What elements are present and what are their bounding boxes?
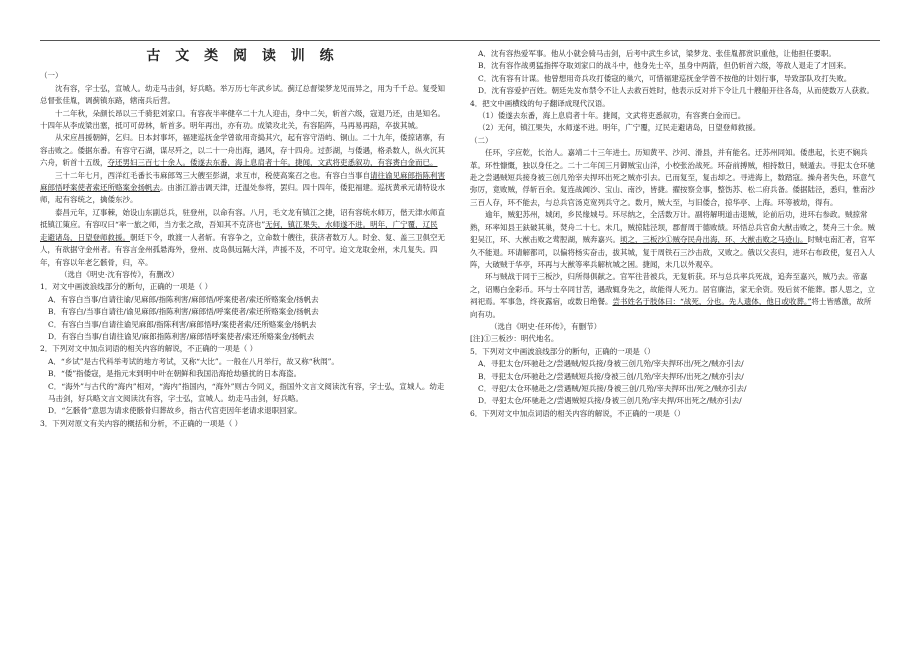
passage-1-para-3 — [40, 132, 445, 169]
underlined-sentence-1: 夺还男妇三百七十余人。倭遂去东番，海上息肩者十年。捷闻，文武将吏悉叙功，有容赉白金而已。 — [107, 158, 438, 168]
passage-1-source: （选自《明史·沈有容传》，有删改） — [60, 269, 179, 279]
passage-2-para-2 — [470, 209, 875, 271]
para-5-text-b: 朝廷下令，敢渡一人者斩。有容争之，立命数十艘往，获济者数万人。时金、复、盖三卫俱空无人，有欲据守金州者。有容言金州孤悬海外，登州、皮岛俱远隔大洋，声援不及，不可守。迨文龙取金州，未几复失。四年，有容以年老乞骸骨，归，卒。 — [40, 232, 445, 267]
passage-1-para-5 — [40, 207, 445, 269]
q1-option-d: D．有容白当事/自请往谕见/麻郎指陈利害/麻郎悟呼案使者/索还所赂案金/扬帆去 — [48, 331, 315, 341]
left-column — [40, 48, 445, 643]
top-rule — [40, 40, 880, 41]
q5-option-d: D．寻犯太仓/环驰赴之/尝遇贼短兵接/身被三创几殆/宰夫捍/环出死之/贼亦引去/ — [478, 396, 742, 406]
q1-option-b: B．有容白/当事自请往/谕见麻郎/指陈利害/麻郎悟/呼案使者/索还所赂案金/扬帆去 — [48, 307, 319, 317]
q5-option-b: B．寻犯太仓/环驰赴之/尝遇贼短兵接/身被三创/几殆/宰夫捍环/出死之/贼亦引去/ — [478, 371, 744, 381]
q5-option-a: A．寻犯太仓/环驰赴之/尝遇贼/短兵接/身被三创几殆/宰夫捍环出/死之/贼亦引去/ — [478, 359, 744, 369]
para-5-text-a: 泰昌元年，辽事棘，始设山东副总兵，驻登州，以命有容。八月，毛文龙有镇江之捷，诏有容统水师万，偕天津水师直抵镇江策应。有容叹曰“率一旅之师，当方张之敌，吾知其不克济也” — [40, 207, 445, 230]
footnote: [注]①三板沙：明代地名。 — [470, 334, 559, 344]
q2-option-d: D．“乞骸骨”意思为请求使骸骨归葬故乡，指古代官吏因年老请求退职回家。 — [48, 406, 302, 416]
question-4: 4．把文中画横线的句子翻译成现代汉语。 — [470, 98, 610, 108]
q4-item-1: （1）倭遂去东番，海上息肩者十年。捷闻，文武将吏悉叙功，有容赉白金而已。 — [478, 111, 746, 121]
q3-option-d: D．沈有容爱护百姓。朝廷先发布禁令不让人去救百姓时，他表示反对并下令让几十艘船开往各岛，从而使数万人获救。 — [478, 86, 875, 96]
question-5: 5．下列对文中画波浪线部分的断句，正确的一项是（） — [470, 346, 655, 356]
para-3-text: 从宋应昌援朝鲜，乞归。日本封事坏，福建巡抚金学曾欲用奇捣其穴，起有容守浯屿、铜山。二十九年，倭掠诸寨，有容击败之。倭据东番。有容守石湖，谋尽歼之，以二十一舟出海，遇风，存十四舟。过彭湖，与倭遇，格杀数人，纵火沉其六舟，斩首十五级， — [40, 133, 445, 168]
r-para-2-text-a: 逾年，贼犯苏州，城闭，乡民缘城号。环尽纳之，全活数万计。副将解明道击退贼，论前后功，进环右参政。贼掠常熟，环率知县王鈇破其巢，焚舟二十七。未几，贼掠陆泾坝，郡督周于德败绩。环悟总兵官俞大猷击败之，焚舟三十余。贼犯吴江，环、大猷击败之莺脰湖，贼奔嘉兴。 — [470, 210, 875, 245]
para-4-text-a: 三十二年七月，西洋红毛番长韦麻郎驾三大艘至彭湖，求互市，税使高案召之也。有容白当事自 — [55, 170, 370, 180]
underlined-sentence-2: 无何，镇江果失，水师遂不进。明年，广宁覆，辽民走避诸岛，日望登师救援。 — [40, 220, 438, 242]
r-para-2-text-b: 时贼屯南汇者，官军久不能退。环请解都司，以偏将杨实奋击，拔其城，复于周铁石三沙击敌，又败之。俄以父丧归，进环右布政使，复召入人阵，大破贼于华亭，环再与大猷等率兵解杭城之困。捷闻，未几以外观卒。 — [470, 235, 875, 269]
section-1-label: （一） — [40, 71, 63, 81]
para-4-text-b: 。由浙江游击调天津，迁温处参将，罢归。四十四年，倭犯福建。巡抚黄承元请特设水师，起有容统之，擒倭东沙。 — [40, 183, 445, 205]
passage-2-para-3 — [470, 271, 875, 321]
q5-option-c: C．寻犯/太仓环驰赴之/尝遇贼/短兵接/身被三创/几殆/宰夫捍环出/死之/贼亦引去/ — [478, 383, 747, 393]
section-2-label: （二） — [470, 135, 493, 145]
question-1: 1．对文中画波浪线部分的断句，正确的一项是（ ） — [40, 282, 213, 292]
page-title: 古 文 类 阅 读 训 练 — [146, 48, 339, 64]
wavy-line-sentence: 请往谕见麻郎指陈利害麻郎悟呼案使者索还所赂案金扬帆去 — [40, 170, 445, 193]
q2-option-c: C．“海外”与古代的“海内”相对，“海内”指国内，“海外”则古今同义，指国外文言文阅读沈有容，字士弘，宣城人。幼走马击剑，好兵略文言文阅读沈有容，字士弘，宣城人。幼走马击剑，好兵略。 — [48, 381, 445, 403]
r-para-3-text-a: 环与贼战于同于三板沙，归所得俱献之。官军往昔被兵，无复斩获。环与总兵率兵死战，追奔至嘉兴，贼乃去。帝嘉之，诏赐白金彩币。环与士卒同甘苦，遇敌辄身先之，故能得人死力。居官廉洁，家无余资。殁后贫不能葬。郡人思之，立祠祀焉。军事急，终夜露宿，或数日绝餐。 — [470, 272, 875, 307]
q3-option-c: C．沈有容有计谋。他曾想用奇兵攻打倭寇的巢穴，可惜福建巡抚金学曾不按他的计划行事，导致部队攻打失败。 — [478, 73, 852, 83]
question-6: 6．下列对文中加点词语的相关内容的解说，不正确的一项是（） — [470, 408, 685, 418]
passage-1-para-2: 十二年秋，朵颜长昂以三千骑犯刘家口。有容夜半率健卒二十九人迎击，身中二矢，斩首六级，寇退乃还，由是知名。十四年从李成梁出塞，抵可可毋林，斩首多。明年再出，亦有功。成梁攻北关，有容陷阵，马再易再踣，卒拔其城。 — [40, 108, 445, 131]
q3-option-b: B．沈有容作战勇猛指挥夺取刘家口的战斗中，他身先士卒，虽身中两箭，但仍斩首六级，等敌人退走了才回来。 — [478, 61, 852, 71]
question-3: 3．下列对原文有关内容的概括和分析，不正确的一项是（ ） — [40, 418, 243, 428]
q2-option-b: B．“倭”指倭寇，是指元末到明中叶在朝鲜和我国沿海抢劫骚扰的日本海盗。 — [48, 369, 302, 379]
q4-item-2: （2）无何，镇江果失，水师遂不进。明年，广宁覆，辽民走避诸岛，日望登师救援。 — [478, 123, 761, 133]
q2-option-a: A．“乡试”是古代科举考试的地方考试，又称“大比”。一般在八月举行，故又称“秋闱”。 — [48, 356, 339, 366]
r-para-3-text-b: 将士皆感激，故所向有功。 — [470, 297, 872, 319]
passage-1-para-4 — [40, 170, 445, 207]
q1-option-a: A．有容白当事/自请往谕/见麻郎/指陈利害/麻郎悟/呼案使者/索还所赂案金/扬帆去 — [48, 294, 319, 304]
q3-option-a: A．沈有容热爱军事。他从小就会骑马击剑，后考中武生乡试，梁梦龙、张佳胤都赏识重他，让他担任要职。 — [478, 49, 836, 58]
q1-option-c: C．有容白当事/自请往谕见麻郎/指陈利害/麻郎悟呼/案使者索/还所赂案金/扬帆去 — [48, 319, 317, 329]
question-2: 2．下列对文中加点词语的相关内容的解说，不正确的一项是（ ） — [40, 344, 258, 354]
underlined-sentence-3: 顷之，三板沙①贼夺民舟出海，环、大猷击败之马迹山。 — [620, 235, 808, 245]
passage-2-source: （选自《明史·任环传》，有删节） — [490, 321, 602, 331]
passage-1-para-1: 沈有容，字士弘，宣城人。幼走马击剑，好兵略。举万历七年武乡试。蓟辽总督梁梦龙见而异之，用为千千总。复受知总督张佳胤，调蓟镇东路，辖南兵后营。 — [40, 83, 445, 106]
underlined-sentence-4: 尝书姓名于肢体曰：“战死，分也。先人遗体，他日或收葬。” — [612, 297, 812, 307]
passage-2-para-1: 任环，字应乾，长治人。嘉靖二十三年进士。历知黄平、沙河、滑县，并有能名。迁苏州同知。倭患起，长吏不娴兵革。环性慷慨，独以身任之。二十二年闰三月御贼宝山洋，小校张治战死。环奋前搏贼，相持数日，贼遁去。寻犯太仓环驰赴之尝遇贼短兵接身被三创几殆宰夫捍环出死之贼亦引去。已而复至，复击却之。寻进海上，数踏寇。操舟者失色，环意气弥厉，竟败贼，俘斩百余。复连战阊沙、宝山、南沙，皆捷。擢按察佥事，整饬苏、松二府兵备。倭据陆泾，悉归，惟南沙三百人存，环不能去，与总兵官汤克宽列兵守之。数月，贼大至，与旧倭合，掠华亭、上海。环等被劫，得有。 — [470, 148, 875, 207]
right-column — [470, 48, 875, 643]
